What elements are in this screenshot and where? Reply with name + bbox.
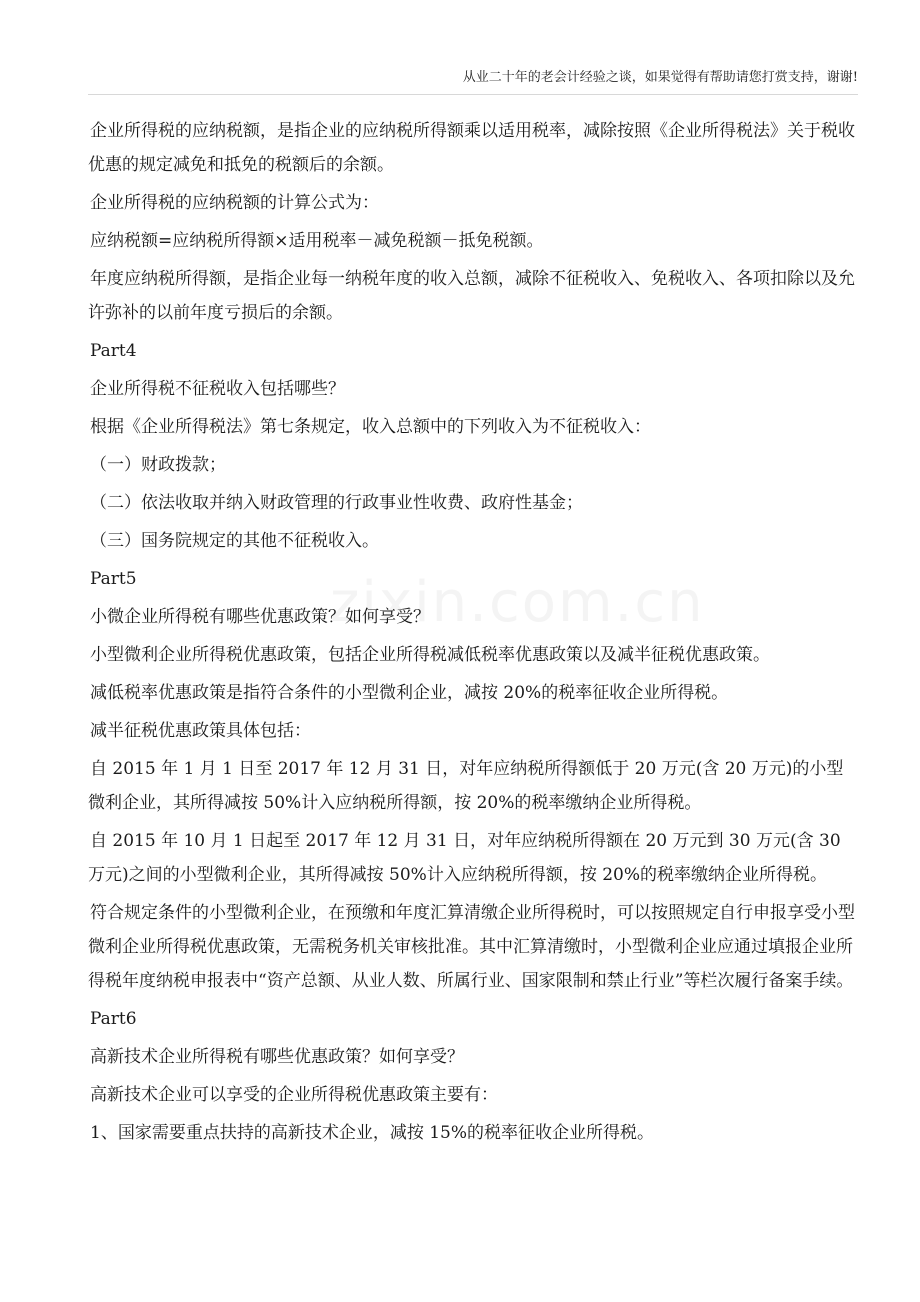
header-divider bbox=[88, 94, 858, 95]
section-heading-part5: Part5 bbox=[90, 569, 137, 589]
paragraph-law-article: 根据《企业所得税法》第七条规定，收入总额中的下列收入为不征税收入： bbox=[90, 417, 651, 437]
question-non-taxable: 企业所得税不征税收入包括哪些？ bbox=[90, 379, 345, 399]
paragraph-high-tech-intro: 高新技术企业可以享受的企业所得税优惠政策主要有： bbox=[90, 1085, 498, 1105]
list-item-2: （二）依法收取并纳入财政管理的行政事业性收费、政府性基金； bbox=[90, 493, 583, 513]
paragraph-annual-income: 年度应纳税所得额，是指企业每一纳税年度的收入总额，减除不征税收入、免税收入、各项扣除以及允许弥补的以前年度亏损后的余额。 bbox=[88, 269, 855, 323]
header-note: 从业二十年的老会计经验之谈，如果觉得有帮助请您打赏支持，谢谢! bbox=[462, 70, 858, 85]
document-body bbox=[88, 114, 858, 1154]
question-high-tech: 高新技术企业所得税有哪些优惠政策？如何享受？ bbox=[90, 1047, 464, 1067]
paragraph-half-tax-intro: 减半征税优惠政策具体包括： bbox=[90, 721, 311, 741]
paragraph-reduced-rate: 减低税率优惠政策是指符合条件的小型微利企业，减按 20%的税率征收企业所得税。 bbox=[90, 683, 729, 703]
paragraph-high-tech-rate: 1、国家需要重点扶持的高新技术企业，减按 15%的税率征收企业所得税。 bbox=[90, 1123, 655, 1143]
list-item-3: （三）国务院规定的其他不征税收入。 bbox=[90, 531, 379, 551]
paragraph-small-policy: 小型微利企业所得税优惠政策，包括企业所得税减低税率优惠政策以及减半征税优惠政策。 bbox=[90, 645, 770, 665]
section-heading-part4: Part4 bbox=[90, 341, 137, 361]
question-small-enterprise: 小微企业所得税有哪些优惠政策？如何享受？ bbox=[90, 607, 430, 627]
paragraph-half-tax-2015: 自 2015 年 1 月 1 日至 2017 年 12 月 31 日，对年应纳税所得额低于 20 万元(含 20 万元)的小型微利企业，其所得减按 50%计入应纳税所得额，按 20%的税率缴纳企业所得税。 bbox=[88, 759, 844, 813]
paragraph-filing-procedure: 符合规定条件的小型微利企业，在预缴和年度汇算清缴企业所得税时，可以按照规定自行申报享受小型微利企业所得税优惠政策，无需税务机关审核批准。其中汇算清缴时，小型微利企业应通过填报企业所得税年度纳税申报表中“资产总额、从业人数、所属行业、国家限制和禁止行业”等栏次履行备案手续。 bbox=[88, 903, 855, 991]
paragraph-formula-intro: 企业所得税的应纳税额的计算公式为： bbox=[90, 193, 379, 213]
section-heading-part6: Part6 bbox=[90, 1009, 137, 1029]
list-item-1: （一）财政拨款； bbox=[90, 455, 226, 475]
paragraph-tax-definition: 企业所得税的应纳税额，是指企业的应纳税所得额乘以适用税率，减除按照《企业所得税法》关于税收优惠的规定减免和抵免的税额后的余额。 bbox=[88, 121, 855, 175]
watermark: zixin.com.cn bbox=[330, 570, 705, 635]
paragraph-half-tax-oct-2015: 自 2015 年 10 月 1 日起至 2017 年 12 月 31 日，对年应纳税所得额在 20 万元到 30 万元(含 30 万元)之间的小型微利企业，其所得减按 50%计入应纳税所得额，按 20%的税率缴纳企业所得税。 bbox=[88, 831, 841, 885]
paragraph-formula: 应纳税额=应纳税所得额×适用税率－减免税额－抵免税额。 bbox=[90, 231, 544, 251]
